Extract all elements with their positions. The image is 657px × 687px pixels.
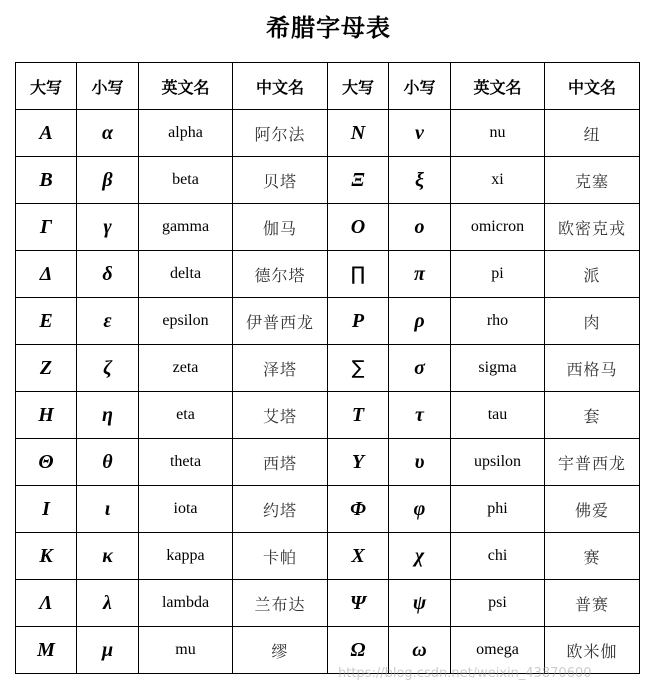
uppercase-letter: Z xyxy=(16,345,77,392)
chinese-name: 套 xyxy=(545,392,640,439)
lowercase-letter: ξ xyxy=(389,157,451,204)
lowercase-letter: ε xyxy=(77,298,139,345)
lowercase-letter: σ xyxy=(389,345,451,392)
lowercase-letter: τ xyxy=(389,392,451,439)
uppercase-letter: H xyxy=(16,392,77,439)
english-name: zeta xyxy=(139,345,233,392)
lowercase-letter: κ xyxy=(77,533,139,580)
uppercase-letter: T xyxy=(328,392,389,439)
header-lowercase: 小写 xyxy=(389,63,451,110)
chinese-name: 贝塔 xyxy=(233,157,328,204)
english-name: alpha xyxy=(139,110,233,157)
lowercase-letter: o xyxy=(389,204,451,251)
chinese-name: 欧密克戎 xyxy=(545,204,640,251)
chinese-name: 欧米伽 xyxy=(545,627,640,674)
english-name: xi xyxy=(451,157,545,204)
uppercase-letter: A xyxy=(16,110,77,157)
table-row xyxy=(16,251,640,298)
english-name: omicron xyxy=(451,204,545,251)
lowercase-letter: φ xyxy=(389,486,451,533)
english-name: chi xyxy=(451,533,545,580)
chinese-name: 阿尔法 xyxy=(233,110,328,157)
chinese-name: 赛 xyxy=(545,533,640,580)
uppercase-letter: Δ xyxy=(16,251,77,298)
lowercase-letter: ω xyxy=(389,627,451,674)
chinese-name: 缪 xyxy=(233,627,328,674)
header-chinese-name: 中文名 xyxy=(545,63,640,110)
english-name: mu xyxy=(139,627,233,674)
english-name: kappa xyxy=(139,533,233,580)
chinese-name: 卡帕 xyxy=(233,533,328,580)
lowercase-letter: μ xyxy=(77,627,139,674)
uppercase-letter: X xyxy=(328,533,389,580)
chinese-name: 泽塔 xyxy=(233,345,328,392)
lowercase-letter: θ xyxy=(77,439,139,486)
english-name: eta xyxy=(139,392,233,439)
uppercase-letter: Υ xyxy=(328,439,389,486)
english-name: pi xyxy=(451,251,545,298)
uppercase-letter: Γ xyxy=(16,204,77,251)
lowercase-letter: ρ xyxy=(389,298,451,345)
english-name: nu xyxy=(451,110,545,157)
chinese-name: 佛爱 xyxy=(545,486,640,533)
english-name: rho xyxy=(451,298,545,345)
english-name: tau xyxy=(451,392,545,439)
header-lowercase: 小写 xyxy=(77,63,139,110)
greek-alphabet-table xyxy=(15,62,640,674)
english-name: sigma xyxy=(451,345,545,392)
table-row xyxy=(16,580,640,627)
lowercase-letter: π xyxy=(389,251,451,298)
chinese-name: 西塔 xyxy=(233,439,328,486)
header-uppercase: 大写 xyxy=(328,63,389,110)
chinese-name: 兰布达 xyxy=(233,580,328,627)
lowercase-letter: δ xyxy=(77,251,139,298)
lowercase-letter: υ xyxy=(389,439,451,486)
uppercase-letter: M xyxy=(16,627,77,674)
chinese-name: 普赛 xyxy=(545,580,640,627)
lowercase-letter: ψ xyxy=(389,580,451,627)
english-name: delta xyxy=(139,251,233,298)
uppercase-letter: N xyxy=(328,110,389,157)
english-name: omega xyxy=(451,627,545,674)
watermark: https://blog.csdn.net/weixin_43870600 xyxy=(338,666,592,681)
table-row xyxy=(16,533,640,580)
english-name: upsilon xyxy=(451,439,545,486)
lowercase-letter: α xyxy=(77,110,139,157)
lowercase-letter: η xyxy=(77,392,139,439)
english-name: iota xyxy=(139,486,233,533)
table-row xyxy=(16,345,640,392)
uppercase-letter: Ξ xyxy=(328,157,389,204)
chinese-name: 西格马 xyxy=(545,345,640,392)
table-row xyxy=(16,486,640,533)
table-row xyxy=(16,298,640,345)
table-row xyxy=(16,439,640,486)
table-row xyxy=(16,110,640,157)
chinese-name: 伊普西龙 xyxy=(233,298,328,345)
header-chinese-name: 中文名 xyxy=(233,63,328,110)
chinese-name: 纽 xyxy=(545,110,640,157)
uppercase-letter: ∑ xyxy=(328,345,389,392)
uppercase-letter: K xyxy=(16,533,77,580)
lowercase-letter: ι xyxy=(77,486,139,533)
english-name: theta xyxy=(139,439,233,486)
english-name: epsilon xyxy=(139,298,233,345)
english-name: beta xyxy=(139,157,233,204)
page-title: 希腊字母表 xyxy=(266,14,391,42)
lowercase-letter: λ xyxy=(77,580,139,627)
header-english-name: 英文名 xyxy=(139,63,233,110)
uppercase-letter: O xyxy=(328,204,389,251)
chinese-name: 约塔 xyxy=(233,486,328,533)
uppercase-letter: Φ xyxy=(328,486,389,533)
uppercase-letter: B xyxy=(16,157,77,204)
table-row xyxy=(16,204,640,251)
uppercase-letter: Ω xyxy=(328,627,389,674)
header-row xyxy=(16,63,640,110)
uppercase-letter: Ψ xyxy=(328,580,389,627)
lowercase-letter: ν xyxy=(389,110,451,157)
chinese-name: 伽马 xyxy=(233,204,328,251)
uppercase-letter: I xyxy=(16,486,77,533)
lowercase-letter: β xyxy=(77,157,139,204)
uppercase-letter: ∏ xyxy=(328,251,389,298)
chinese-name: 德尔塔 xyxy=(233,251,328,298)
uppercase-letter: P xyxy=(328,298,389,345)
lowercase-letter: ζ xyxy=(77,345,139,392)
table-row xyxy=(16,392,640,439)
english-name: lambda xyxy=(139,580,233,627)
header-english-name: 英文名 xyxy=(451,63,545,110)
lowercase-letter: χ xyxy=(389,533,451,580)
chinese-name: 宇普西龙 xyxy=(545,439,640,486)
chinese-name: 派 xyxy=(545,251,640,298)
header-uppercase: 大写 xyxy=(16,63,77,110)
english-name: psi xyxy=(451,580,545,627)
uppercase-letter: Θ xyxy=(16,439,77,486)
table-row xyxy=(16,157,640,204)
chinese-name: 艾塔 xyxy=(233,392,328,439)
lowercase-letter: γ xyxy=(77,204,139,251)
uppercase-letter: E xyxy=(16,298,77,345)
chinese-name: 克塞 xyxy=(545,157,640,204)
english-name: gamma xyxy=(139,204,233,251)
english-name: phi xyxy=(451,486,545,533)
chinese-name: 肉 xyxy=(545,298,640,345)
uppercase-letter: Λ xyxy=(16,580,77,627)
